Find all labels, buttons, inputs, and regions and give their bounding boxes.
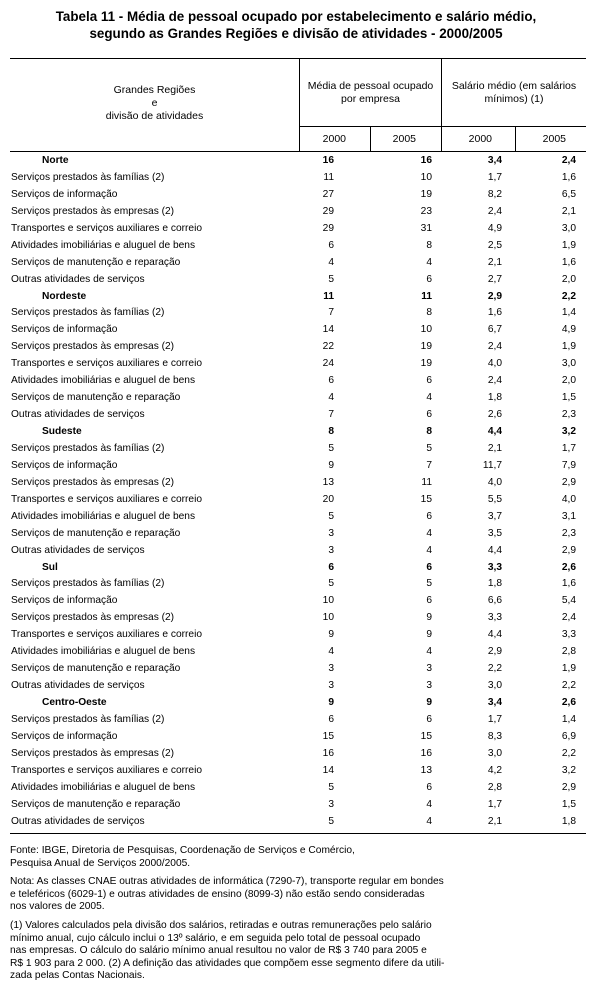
cell-pessoal-2000: 5 [328, 815, 334, 827]
cell-pessoal-2005: 23 [420, 205, 432, 217]
cell-pessoal-2000: 10 [322, 595, 334, 607]
cell-salario-2005: 5,4 [561, 595, 576, 607]
cell-salario-2005: 1,9 [561, 663, 576, 675]
row-label: Nordeste [42, 290, 87, 302]
header-bottom-rule [10, 151, 586, 152]
table-row [0, 576, 592, 593]
table-row [0, 187, 592, 204]
cell-salario-2005: 1,6 [561, 578, 576, 590]
table-row [0, 543, 592, 560]
header-divider-3 [370, 126, 371, 151]
cell-pessoal-2000: 8 [328, 426, 334, 437]
cell-salario-2000: 4,0 [487, 476, 502, 488]
cell-salario-2000: 4,4 [487, 544, 502, 556]
cell-salario-2000: 3,4 [487, 697, 502, 708]
cell-salario-2000: 2,1 [487, 815, 502, 827]
cell-salario-2000: 2,6 [487, 409, 502, 421]
cell-pessoal-2000: 7 [328, 307, 334, 319]
cell-pessoal-2000: 5 [328, 442, 334, 454]
cell-salario-2000: 2,7 [487, 273, 502, 285]
cell-salario-2005: 2,3 [561, 527, 576, 539]
region-row [0, 560, 592, 577]
row-label: Serviços de manutenção e reparação [11, 256, 181, 268]
cell-pessoal-2000: 9 [328, 697, 334, 708]
row-label: Transportes e serviços auxiliares e correio [11, 358, 202, 370]
row-label: Transportes e serviços auxiliares e correio [11, 493, 202, 505]
footnote-1: (1) Valores calculados pela divisão dos salários, retiradas e outras remunerações pelo salário mínimo anual, cujo cálculo inclui o 13º salário, e em seguida pelo total de pessoal ocupado nas empresas. O cálculo do salário mínimo anual resultou no valor de R$ 3 740 para 2005 e R$ 1 903 para 2 000. (2) A definição das atividades que compõem esse segmento difere da utili- zada pelas Contas Nacionais. [10, 919, 445, 982]
cell-pessoal-2000: 5 [328, 781, 334, 793]
cell-pessoal-2005: 3 [426, 663, 432, 675]
row-label: Outras atividades de serviços [11, 544, 145, 556]
year-header-salario-2000: 2000 [468, 133, 492, 145]
cell-pessoal-2000: 10 [322, 612, 334, 624]
cell-pessoal-2000: 6 [328, 561, 334, 573]
row-label: Serviços prestados às famílias (2) [11, 713, 165, 725]
row-label: Serviços prestados às famílias (2) [11, 442, 165, 454]
cell-pessoal-2005: 10 [420, 171, 432, 183]
table-row [0, 238, 592, 255]
row-label: Serviços prestados às famílias (2) [11, 171, 165, 183]
row-label: Serviços prestados às empresas (2) [11, 476, 175, 488]
table-row [0, 661, 592, 678]
cell-salario-2000: 3,0 [487, 747, 502, 759]
row-label: Serviços de informação [11, 324, 118, 336]
table-row [0, 763, 592, 780]
cell-pessoal-2005: 15 [420, 493, 432, 505]
cell-pessoal-2005: 6 [426, 713, 432, 725]
cell-pessoal-2000: 7 [328, 409, 334, 421]
stub-header-line-3: divisão de atividades [105, 110, 204, 122]
cell-pessoal-2005: 5 [426, 578, 432, 590]
cell-salario-2000: 5,5 [487, 493, 502, 505]
table-row [0, 204, 592, 221]
cell-salario-2005: 4,0 [561, 493, 576, 505]
cell-pessoal-2000: 9 [328, 459, 334, 471]
year-header-rule [299, 126, 586, 127]
table-row [0, 678, 592, 695]
stub-header [10, 84, 299, 123]
cell-salario-2005: 3,0 [561, 358, 576, 370]
table-title [0, 8, 592, 42]
table-row [0, 441, 592, 458]
cell-salario-2005: 3,0 [561, 222, 576, 234]
cell-salario-2005: 1,9 [561, 341, 576, 353]
cell-salario-2005: 4,9 [561, 324, 576, 336]
cell-salario-2005: 3,3 [561, 629, 576, 641]
cell-salario-2005: 3,2 [561, 426, 576, 437]
cell-salario-2005: 1,5 [561, 798, 576, 810]
cell-salario-2000: 4,4 [487, 426, 502, 437]
row-label: Serviços prestados às empresas (2) [11, 341, 175, 353]
cell-salario-2000: 6,7 [487, 324, 502, 336]
cell-pessoal-2000: 24 [322, 358, 334, 370]
cell-pessoal-2000: 11 [323, 290, 334, 302]
cell-salario-2005: 2,4 [561, 155, 576, 166]
cell-pessoal-2000: 14 [322, 764, 334, 776]
table-row [0, 712, 592, 729]
cell-salario-2005: 7,9 [561, 459, 576, 471]
cell-pessoal-2005: 19 [420, 341, 432, 353]
cell-salario-2000: 3,7 [487, 510, 502, 522]
cell-pessoal-2005: 8 [426, 307, 432, 319]
table-row [0, 170, 592, 187]
region-row [0, 424, 592, 441]
cell-pessoal-2000: 5 [328, 510, 334, 522]
cell-salario-2005: 2,6 [561, 697, 576, 708]
cell-salario-2005: 2,0 [561, 375, 576, 387]
cell-pessoal-2005: 13 [420, 764, 432, 776]
cell-pessoal-2000: 16 [322, 747, 334, 759]
row-label: Sudeste [42, 426, 82, 437]
row-label: Serviços de manutenção e reparação [11, 392, 181, 404]
table-title-line-2: segundo as Grandes Regiões e divisão de atividades - 2000/2005 [89, 26, 503, 41]
cell-pessoal-2005: 19 [420, 358, 432, 370]
cell-salario-2005: 1,4 [561, 713, 576, 725]
cell-pessoal-2000: 5 [328, 578, 334, 590]
table-row [0, 475, 592, 492]
cell-pessoal-2005: 9 [426, 629, 432, 641]
cell-salario-2005: 2,0 [561, 273, 576, 285]
cell-pessoal-2005: 9 [426, 697, 432, 708]
cell-salario-2000: 2,5 [487, 239, 502, 251]
table-row [0, 627, 592, 644]
cell-salario-2000: 1,7 [487, 798, 502, 810]
cell-salario-2005: 1,8 [561, 815, 576, 827]
cell-pessoal-2005: 4 [426, 527, 432, 539]
table-row [0, 458, 592, 475]
cell-pessoal-2005: 8 [426, 426, 432, 437]
cell-salario-2005: 2,2 [561, 680, 576, 692]
year-header-pessoal-2000: 2000 [322, 133, 346, 145]
table-row [0, 373, 592, 390]
stub-header-line-1: Grandes Regiões [113, 84, 196, 96]
row-label: Serviços de informação [11, 459, 118, 471]
table-row [0, 221, 592, 238]
table-row [0, 729, 592, 746]
year-header-pessoal-2005: 2005 [392, 133, 416, 145]
cell-salario-2000: 4,2 [487, 764, 502, 776]
cell-salario-2000: 3,3 [487, 612, 502, 624]
cell-pessoal-2000: 9 [328, 629, 334, 641]
row-label: Serviços de manutenção e reparação [11, 798, 181, 810]
general-note: Nota: As classes CNAE outras atividades de informática (7290-7), transporte regular em bondes e teleféricos (6029-1) e outras atividades de ensino (8099-3) não estão sendo consideradas nos valores de 2005. [10, 876, 444, 913]
table-row [0, 322, 592, 339]
cell-salario-2000: 2,4 [487, 375, 502, 387]
cell-pessoal-2005: 4 [426, 544, 432, 556]
cell-salario-2005: 2,9 [561, 544, 576, 556]
cell-pessoal-2005: 4 [426, 646, 432, 658]
table-row [0, 356, 592, 373]
cell-pessoal-2000: 4 [328, 646, 334, 658]
table-row [0, 610, 592, 627]
table-title-line-1: Tabela 11 - Média de pessoal ocupado por estabelecimento e salário médio, [55, 9, 537, 24]
cell-salario-2000: 4,4 [487, 629, 502, 641]
cell-salario-2000: 2,9 [487, 290, 502, 302]
cell-pessoal-2000: 3 [328, 798, 334, 810]
row-label: Outras atividades de serviços [11, 409, 145, 421]
cell-salario-2000: 3,4 [487, 155, 502, 166]
row-label: Atividades imobiliárias e aluguel de bens [11, 781, 196, 793]
row-label: Serviços prestados às famílias (2) [11, 578, 165, 590]
region-row [0, 289, 592, 306]
row-label: Serviços de manutenção e reparação [11, 663, 181, 675]
table-row [0, 407, 592, 424]
cell-salario-2005: 1,6 [561, 171, 576, 183]
group-header-salario: Salário médio (em salários mínimos) (1) [451, 80, 577, 105]
header-divider-4 [515, 126, 516, 151]
cell-salario-2005: 2,3 [561, 409, 576, 421]
row-label: Transportes e serviços auxiliares e correio [11, 222, 202, 234]
cell-pessoal-2005: 6 [426, 595, 432, 607]
region-row [0, 695, 592, 712]
cell-pessoal-2000: 3 [328, 544, 334, 556]
cell-pessoal-2000: 4 [328, 392, 334, 404]
cell-salario-2000: 1,7 [487, 171, 502, 183]
cell-salario-2000: 3,5 [487, 527, 502, 539]
cell-salario-2000: 3,3 [487, 561, 502, 573]
footnotes [10, 845, 586, 989]
cell-pessoal-2005: 5 [426, 442, 432, 454]
cell-salario-2000: 11,7 [482, 459, 502, 471]
cell-pessoal-2005: 4 [426, 798, 432, 810]
cell-pessoal-2005: 4 [426, 256, 432, 268]
cell-pessoal-2000: 29 [322, 205, 334, 217]
cell-salario-2000: 2,1 [487, 256, 502, 268]
region-row [0, 153, 592, 170]
row-label: Centro-Oeste [42, 697, 107, 708]
row-label: Serviços prestados às empresas (2) [11, 205, 175, 217]
row-label: Outras atividades de serviços [11, 680, 145, 692]
year-header-salario-2005: 2005 [542, 133, 566, 145]
cell-pessoal-2005: 6 [426, 510, 432, 522]
cell-pessoal-2000: 29 [322, 222, 334, 234]
cell-pessoal-2000: 3 [328, 663, 334, 675]
row-label: Atividades imobiliárias e aluguel de bens [11, 239, 196, 251]
cell-salario-2000: 2,2 [487, 663, 502, 675]
cell-salario-2005: 2,1 [561, 205, 576, 217]
cell-pessoal-2000: 4 [328, 256, 334, 268]
row-label: Transportes e serviços auxiliares e correio [11, 764, 202, 776]
cell-pessoal-2005: 16 [420, 747, 432, 759]
cell-salario-2005: 2,9 [561, 781, 576, 793]
cell-salario-2005: 1,7 [561, 442, 576, 454]
cell-pessoal-2005: 6 [426, 375, 432, 387]
cell-pessoal-2000: 14 [322, 324, 334, 336]
cell-salario-2005: 2,6 [561, 561, 576, 573]
cell-salario-2005: 1,9 [561, 239, 576, 251]
table-row [0, 746, 592, 763]
source-note: Fonte: IBGE, Diretoria de Pesquisas, Coordenação de Serviços e Comércio, Pesquisa Anual de Serviços 2000/2005. [10, 845, 355, 869]
row-label: Sul [42, 561, 58, 573]
group-header-pessoal: Média de pessoal ocupado por empresa [307, 80, 434, 105]
cell-pessoal-2005: 11 [421, 290, 432, 302]
table-top-rule [10, 58, 586, 59]
cell-salario-2000: 8,3 [487, 730, 502, 742]
row-label: Serviços prestados às empresas (2) [11, 612, 175, 624]
cell-pessoal-2005: 19 [420, 188, 432, 200]
cell-salario-2005: 2,9 [561, 476, 576, 488]
cell-salario-2000: 2,8 [487, 781, 502, 793]
cell-pessoal-2000: 6 [328, 239, 334, 251]
row-label: Serviços de informação [11, 730, 118, 742]
cell-salario-2000: 1,8 [487, 392, 502, 404]
cell-salario-2005: 2,4 [561, 612, 576, 624]
table-row [0, 339, 592, 356]
cell-salario-2000: 1,6 [487, 307, 502, 319]
row-label: Serviços de informação [11, 595, 118, 607]
cell-salario-2000: 2,9 [487, 646, 502, 658]
cell-salario-2005: 1,6 [561, 256, 576, 268]
table-row [0, 593, 592, 610]
cell-pessoal-2000: 5 [328, 273, 334, 285]
cell-pessoal-2005: 16 [420, 155, 432, 166]
cell-pessoal-2005: 15 [420, 730, 432, 742]
cell-salario-2005: 3,1 [561, 510, 576, 522]
row-label: Outras atividades de serviços [11, 273, 145, 285]
cell-pessoal-2005: 9 [426, 612, 432, 624]
table-body [0, 153, 592, 831]
cell-pessoal-2000: 3 [328, 527, 334, 539]
cell-salario-2005: 3,2 [561, 764, 576, 776]
cell-pessoal-2005: 3 [426, 680, 432, 692]
row-label: Transportes e serviços auxiliares e correio [11, 629, 202, 641]
cell-pessoal-2005: 8 [426, 239, 432, 251]
row-label: Outras atividades de serviços [11, 815, 145, 827]
table-row [0, 255, 592, 272]
cell-pessoal-2000: 13 [322, 476, 334, 488]
row-label: Atividades imobiliárias e aluguel de bens [11, 375, 196, 387]
cell-salario-2000: 2,4 [487, 205, 502, 217]
cell-pessoal-2005: 6 [426, 409, 432, 421]
cell-pessoal-2000: 3 [328, 680, 334, 692]
cell-salario-2005: 2,8 [561, 646, 576, 658]
cell-salario-2005: 1,4 [561, 307, 576, 319]
table-row [0, 492, 592, 509]
row-label: Serviços prestados às empresas (2) [11, 747, 175, 759]
cell-salario-2005: 2,2 [561, 290, 576, 302]
cell-pessoal-2000: 15 [322, 730, 334, 742]
row-label: Atividades imobiliárias e aluguel de bens [11, 510, 196, 522]
cell-pessoal-2000: 16 [322, 155, 334, 166]
row-label: Atividades imobiliárias e aluguel de bens [11, 646, 196, 658]
table-row [0, 644, 592, 661]
cell-pessoal-2005: 6 [426, 561, 432, 573]
table-bottom-rule [10, 833, 586, 834]
cell-salario-2005: 6,5 [561, 188, 576, 200]
cell-salario-2005: 2,2 [561, 747, 576, 759]
cell-pessoal-2005: 31 [420, 222, 432, 234]
cell-salario-2005: 1,5 [561, 392, 576, 404]
cell-pessoal-2000: 20 [322, 493, 334, 505]
row-label: Serviços prestados às famílias (2) [11, 307, 165, 319]
cell-pessoal-2000: 6 [328, 375, 334, 387]
cell-salario-2000: 4,9 [487, 222, 502, 234]
table-row [0, 390, 592, 407]
table-row [0, 797, 592, 814]
row-label: Norte [42, 155, 69, 166]
cell-pessoal-2000: 6 [328, 713, 334, 725]
cell-pessoal-2000: 27 [322, 188, 334, 200]
cell-salario-2000: 2,1 [487, 442, 502, 454]
cell-pessoal-2005: 7 [426, 459, 432, 471]
cell-salario-2005: 6,9 [561, 730, 576, 742]
cell-salario-2000: 1,7 [487, 713, 502, 725]
cell-pessoal-2000: 22 [322, 341, 334, 353]
table-row [0, 272, 592, 289]
table-row [0, 509, 592, 526]
cell-pessoal-2005: 11 [421, 476, 432, 488]
table-row [0, 305, 592, 322]
row-label: Serviços de informação [11, 188, 118, 200]
table-row [0, 780, 592, 797]
cell-pessoal-2000: 11 [323, 171, 334, 183]
cell-salario-2000: 8,2 [487, 188, 502, 200]
cell-pessoal-2005: 10 [420, 324, 432, 336]
cell-salario-2000: 3,0 [487, 680, 502, 692]
table-row [0, 526, 592, 543]
cell-salario-2000: 2,4 [487, 341, 502, 353]
cell-pessoal-2005: 4 [426, 815, 432, 827]
stub-header-line-2: e [151, 97, 158, 109]
cell-salario-2000: 4,0 [487, 358, 502, 370]
cell-salario-2000: 6,6 [487, 595, 502, 607]
row-label: Serviços de manutenção e reparação [11, 527, 181, 539]
cell-pessoal-2005: 6 [426, 273, 432, 285]
table-row [0, 814, 592, 831]
cell-pessoal-2005: 4 [426, 392, 432, 404]
cell-salario-2000: 1,8 [487, 578, 502, 590]
cell-pessoal-2005: 6 [426, 781, 432, 793]
